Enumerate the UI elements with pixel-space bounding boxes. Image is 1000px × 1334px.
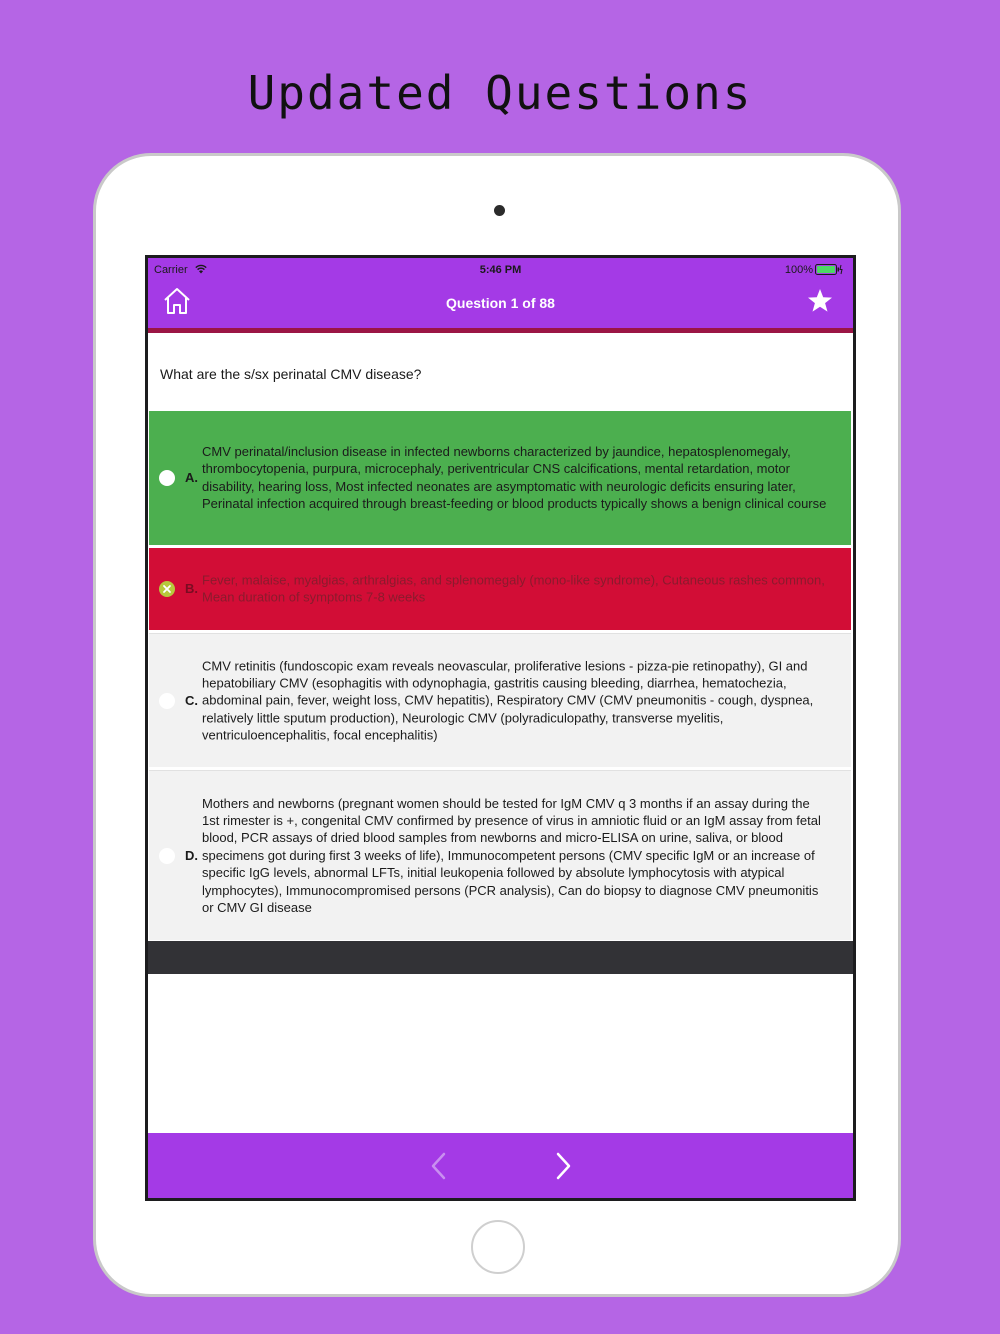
question-counter: Question 1 of 88 (446, 295, 555, 311)
status-time: 5:46 PM (479, 264, 522, 276)
header-accent-stripe (148, 328, 853, 333)
option-text: Mothers and newborns (pregnant women should be tested for IgM CMV q 3 months if an assay during the 1st rimester is +, congenital CMV confirmed by presence of virus in amniotic fluid or an IgM assay from fetal blood, PCR assays of dried blood samples from newborns and micro-ELISA on urine, saliva, or blood specimens got during first 3 weeks of life), Immunocompetent persons (CMV specific IgM or an increase of specific IgG levels, abnormal LFTs, initial leukopenia followed by absolute lymphocytosis with atypical lymphocytes), Immunocompromised persons (PCR analysis), Can do biopsy to diagnose CMV pneumonitis or CMV GI disease (202, 795, 821, 916)
answer-option-d[interactable] (149, 770, 851, 940)
wrong-mark-icon[interactable] (159, 581, 175, 597)
chevron-right-icon[interactable] (552, 1151, 574, 1181)
status-bar (148, 258, 853, 280)
option-text: Fever, malaise, myalgias, arthralgias, and splenomegaly (mono-like syndrome), Cutaneous rashes common, Mean duration of symptoms 7-8 weeks (202, 572, 825, 605)
answer-option-a[interactable] (149, 411, 851, 545)
promo-title: Updated Questions (247, 66, 753, 120)
answer-option-c[interactable] (149, 633, 851, 767)
explanation-bar (148, 941, 853, 974)
star-icon[interactable] (807, 288, 833, 314)
option-letter: B. (185, 581, 198, 596)
bottom-nav-bar (148, 1133, 853, 1198)
camera-icon (494, 205, 505, 216)
chevron-left-icon[interactable] (428, 1151, 450, 1181)
radio-icon[interactable] (159, 470, 175, 486)
radio-icon[interactable] (159, 848, 175, 864)
option-text: CMV perinatal/inclusion disease in infected newborns characterized by jaundice, hepatosplenomegaly, thrombocytopenia, purpura, microcephaly, periventricular CNS calcifications, mental retardation, motor disability, hearing loss, Most infected neonates are asymptomatic with neurologic deficits ensuring later, Perinatal infection acquired through breast-feeding or blood products typically shows a benign clinical course (202, 444, 827, 512)
device-home-button[interactable] (471, 1220, 525, 1274)
option-letter: A. (185, 470, 198, 485)
top-bar (148, 258, 853, 328)
answer-option-b[interactable] (149, 548, 851, 630)
device-screen (145, 255, 856, 1201)
question-text: What are the s/sx perinatal CMV disease? (160, 366, 422, 382)
option-letter: D. (185, 847, 198, 863)
radio-icon[interactable] (159, 693, 175, 709)
battery-icon (815, 264, 843, 275)
carrier-label: Carrier (154, 264, 188, 276)
option-text: CMV retinitis (fundoscopic exam reveals neovascular, proliferative lesions - pizza-pie retinopathy), GI and hepatobiliary CMV (esophagitis with odynophagia, gastritis causing bleeding, diarrhea, hematochezia, abdominal pain, fever, weight loss, CMV hepatitis), Respiratory CMV (CMV pneumonitis - cough, dyspnea, relatively little sputum production), Neurologic CMV (polyradiculopathy, transverse myelitis, ventriculoencephalitis, focal encephalitis) (202, 657, 814, 743)
battery-percent: 100% (784, 264, 813, 276)
nav-bar (148, 280, 853, 328)
app-screen (148, 258, 853, 1198)
option-letter: C. (185, 692, 198, 708)
